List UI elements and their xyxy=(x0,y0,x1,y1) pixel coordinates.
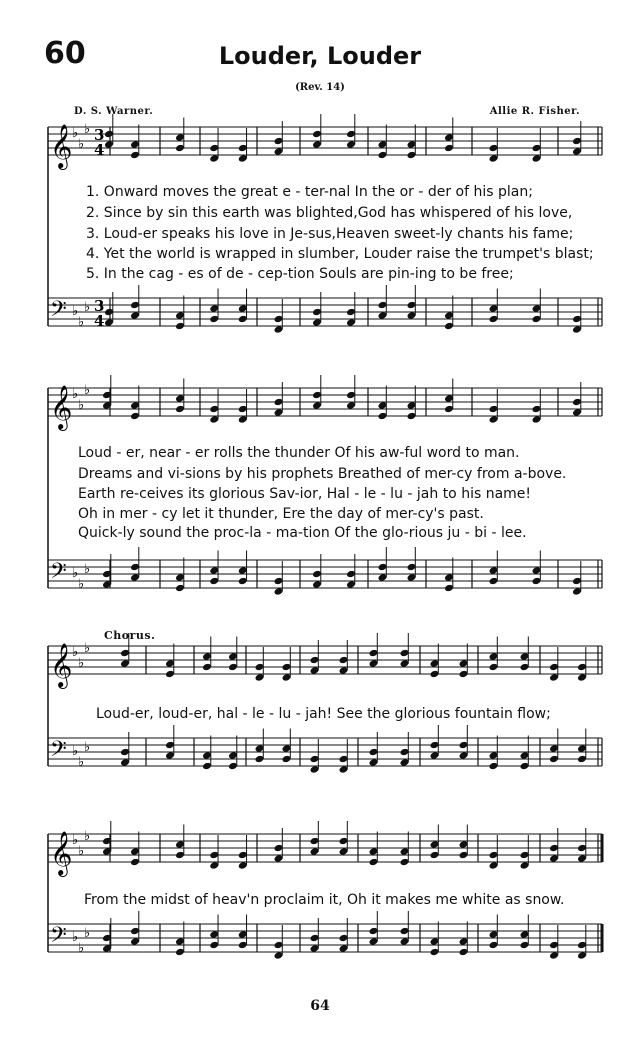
flat-icon: ♭ xyxy=(78,941,85,956)
flat-icon: ♭ xyxy=(72,566,79,581)
flat-icon: ♭ xyxy=(78,656,85,671)
flat-icon: ♭ xyxy=(84,641,91,656)
flat-icon: ♭ xyxy=(78,844,85,859)
flat-icon: ♭ xyxy=(72,744,79,759)
hymn-number: 60 xyxy=(44,36,86,71)
flat-icon: ♭ xyxy=(72,304,79,319)
bass-clef-icon: 𝄢 xyxy=(50,737,67,767)
flat-icon: ♭ xyxy=(72,930,79,945)
verse-5-line-2: Quick-ly sound the proc-la - ma-tion Of the glo-rious ju - bi - lee. xyxy=(78,525,527,541)
flat-icon: ♭ xyxy=(78,137,85,152)
flat-icon: ♭ xyxy=(78,755,85,770)
verse-2-line-2: Dreams and vi-sions by his prophets Breathed of mer-cy from a-bove. xyxy=(78,466,567,482)
time-signature-top: 3 xyxy=(94,297,105,315)
flat-icon: ♭ xyxy=(84,740,91,755)
time-signature-top: 3 xyxy=(94,126,105,144)
flat-icon: ♭ xyxy=(72,833,79,848)
bass-clef-icon: 𝄢 xyxy=(50,923,67,953)
treble-clef-icon: 𝄞 xyxy=(50,124,73,168)
verse-5-line-1: 5. In the cag - es of de - cep-tion Souls are pin-ing to be free; xyxy=(86,266,514,282)
flat-icon: ♭ xyxy=(72,645,79,660)
verse-3-line-2: Earth re-ceives its glorious Sav-ior, Hal - le - lu - jah to his name! xyxy=(78,486,532,502)
treble-clef-icon: 𝄞 xyxy=(50,643,73,687)
flat-icon: ♭ xyxy=(78,315,85,330)
verse-4-line-2: Oh in mer - cy let it thunder, Ere the day of mer-cy's past. xyxy=(78,506,484,522)
flat-icon: ♭ xyxy=(84,300,91,315)
chorus-line-1: Loud-er, loud-er, hal - le - lu - jah! See the glorious fountain flow; xyxy=(96,706,551,722)
bass-staff-4 xyxy=(48,911,602,960)
treble-clef-icon: 𝄞 xyxy=(50,831,73,875)
flat-icon: ♭ xyxy=(84,926,91,941)
flat-icon: ♭ xyxy=(78,398,85,413)
chorus-label: Chorus. xyxy=(104,629,156,642)
flat-icon: ♭ xyxy=(72,387,79,402)
scripture-reference: (Rev. 14) xyxy=(295,82,345,93)
time-signature-bottom: 4 xyxy=(94,141,105,159)
hymn-title: Louder, Louder xyxy=(218,42,422,70)
flat-icon: ♭ xyxy=(84,829,91,844)
page-number: 64 xyxy=(310,998,330,1014)
verse-4-line-1: 4. Yet the world is wrapped in slumber, Louder raise the trumpet's blast; xyxy=(86,246,594,262)
bass-clef-icon: 𝄢 xyxy=(50,559,67,589)
composer-credit: Allie R. Fisher. xyxy=(489,106,580,117)
flat-icon: ♭ xyxy=(84,122,91,137)
verse-3-line-1: 3. Loud-er speaks his love in Je-sus,Heaven sweet-ly chants his fame; xyxy=(86,226,574,242)
bass-clef-icon: 𝄢 xyxy=(50,297,67,327)
flat-icon: ♭ xyxy=(72,126,79,141)
author-credit: D. S. Warner. xyxy=(74,106,154,117)
verse-2-line-1: 2. Since by sin this earth was blighted,God has whispered of his love, xyxy=(86,205,573,221)
treble-staff-4 xyxy=(48,821,602,877)
chorus-line-2: From the midst of heav'n proclaim it, Oh it makes me white as snow. xyxy=(84,892,565,908)
verse-1-line-1: 1. Onward moves the great e - ter-nal In the or - der of his plan; xyxy=(86,184,533,200)
time-signature-bottom: 4 xyxy=(94,312,105,330)
flat-icon: ♭ xyxy=(84,562,91,577)
verse-1-line-2: Loud - er, near - er rolls the thunder Of his aw-ful word to man. xyxy=(78,445,520,461)
flat-icon: ♭ xyxy=(78,577,85,592)
flat-icon: ♭ xyxy=(84,383,91,398)
treble-clef-icon: 𝄞 xyxy=(50,385,73,429)
